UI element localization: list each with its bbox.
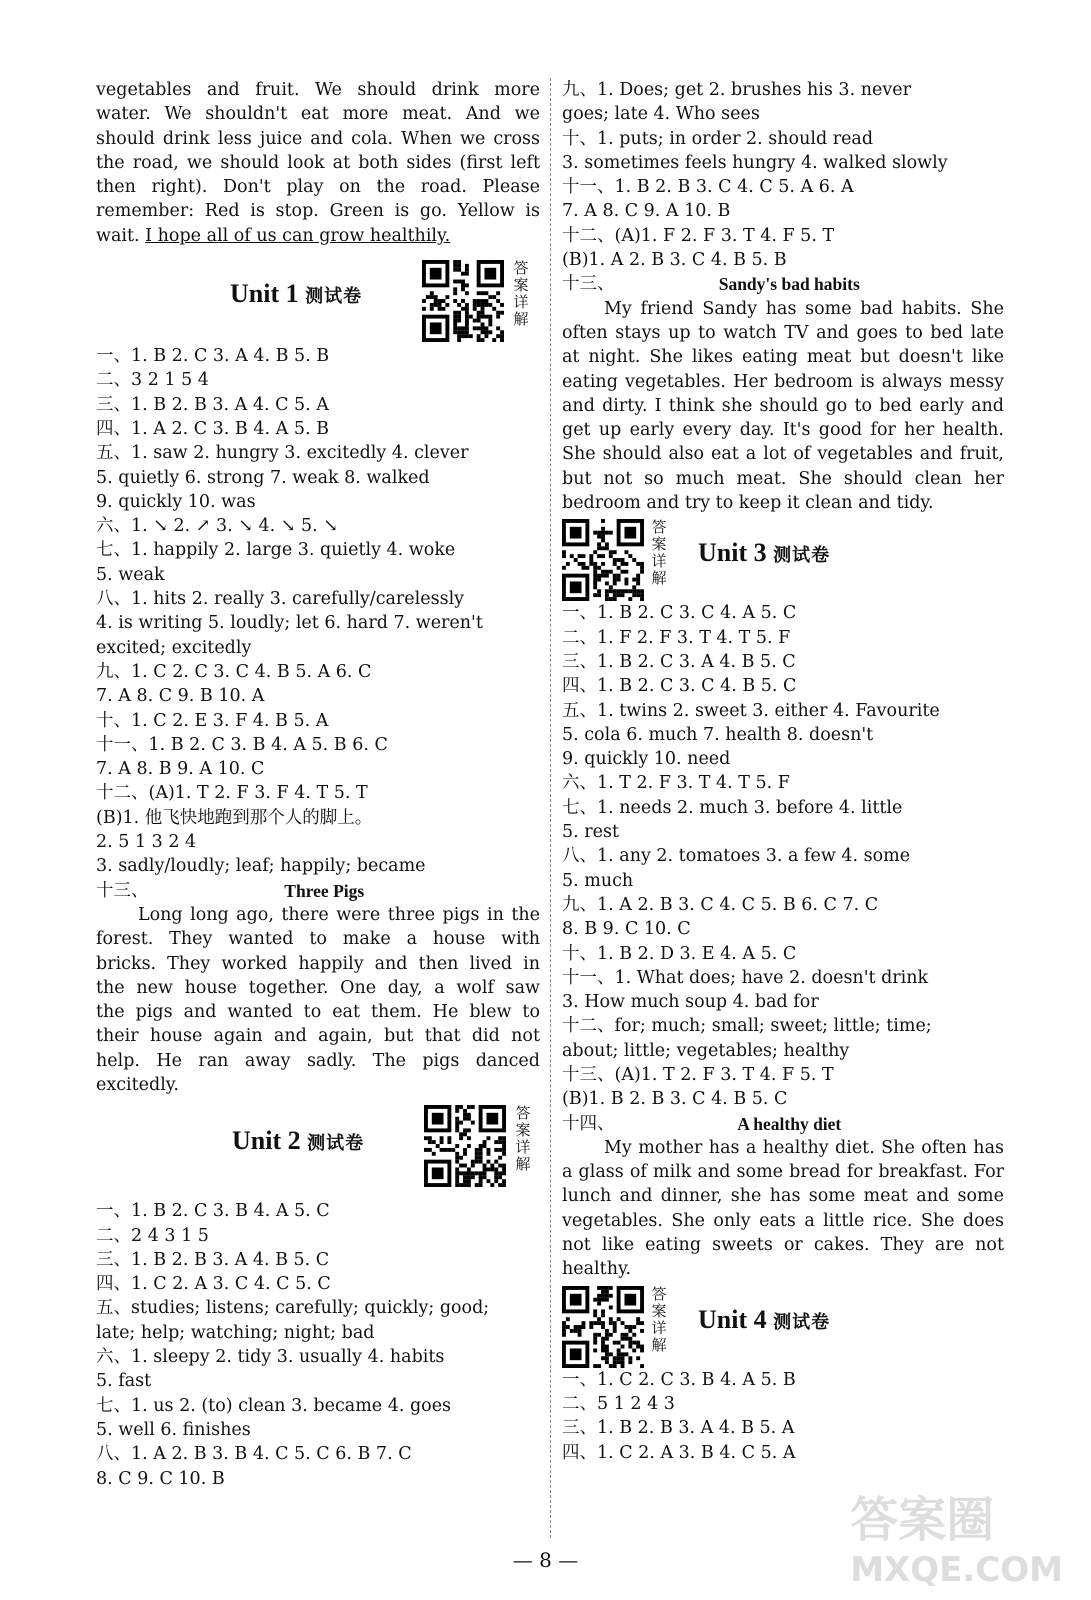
essay-line: a glass of milk and some bread for breakfast. For: [562, 1162, 1004, 1183]
answer-line: 三、1. B 2. B 3. A 4. C 5. A: [96, 394, 329, 415]
unit1-qr-label: [512, 260, 530, 328]
essay-line: but not so much meat. She should clean her: [562, 468, 1004, 489]
qr-label-char: 解: [513, 310, 529, 329]
unit2-subtitle: 测试卷: [307, 1133, 365, 1155]
intro-paragraph: [96, 78, 540, 224]
essay-line: help. He ran away sadly. The pigs danced: [96, 1050, 540, 1071]
answer-line: 7. A 8. B 9. A 10. C: [96, 759, 265, 780]
answer-line: 5. cola 6. much 7. health 8. doesn't: [562, 724, 874, 745]
unit3-qr-label: [650, 519, 668, 587]
unit4-subtitle: 测试卷: [773, 1311, 831, 1333]
answer-line: late; help; watching; night; bad: [96, 1322, 375, 1343]
intro-underlined-sentence: I hope all of us can grow healthily.: [145, 225, 451, 246]
answer-line: 8. B 9. C 10. C: [562, 919, 691, 940]
answer-line: 三、1. B 2. B 3. A 4. B 5. A: [562, 1418, 795, 1439]
intro-line: then right). Don't play on the road. Please: [96, 177, 540, 198]
essay-line: bricks. They worked happily and then lived in: [96, 953, 540, 974]
essay-line: the new house together. One day, a wolf saw: [96, 977, 540, 998]
unit2-qr-code[interactable]: [424, 1105, 506, 1187]
answer-line: 3. sadly/loudly; leaf; happily; became: [96, 856, 426, 877]
answer-line: 六、1. T 2. F 3. T 4. T 5. F: [562, 773, 790, 794]
answer-line: 三、1. B 2. B 3. A 4. B 5. C: [96, 1249, 330, 1270]
unit3-answers: [562, 601, 1004, 1111]
answer-line: (B)1. A 2. B 3. C 4. B 5. B: [562, 250, 787, 271]
answer-line: 十二、for; much; small; sweet; little; time;: [562, 1016, 932, 1037]
diet-essay-heading: [562, 1112, 1004, 1136]
essay-line: Long long ago, there were three pigs in the: [138, 904, 540, 925]
answer-line: 二、1. F 2. F 3. T 4. T 5. F: [562, 627, 791, 648]
answer-line: (B)1. 他飞快地跑到那个人的脚上。: [96, 807, 373, 828]
answer-line: 一、1. C 2. C 3. B 4. A 5. B: [562, 1369, 796, 1390]
unit4-title-text: Unit 4: [698, 1304, 767, 1334]
essay-line: their house again and again, but that did not: [96, 1026, 540, 1047]
unit3-subtitle: 测试卷: [773, 545, 831, 567]
qr-label-char: 解: [651, 1335, 667, 1354]
answer-line: 一、1. B 2. C 3. A 4. B 5. B: [96, 346, 330, 367]
intro-line: the road, we should look at both sides (first left: [96, 152, 540, 173]
answer-line: 五、1. twins 2. sweet 3. either 4. Favourite: [562, 700, 940, 721]
unit1-header: [96, 248, 540, 344]
answer-line: 5. well 6. finishes: [96, 1419, 251, 1440]
answer-line: 2. 5 1 3 2 4: [96, 832, 197, 853]
essay-line: and dirty. I think she should go to bed early and: [562, 395, 1004, 416]
answer-line: 9. quickly 10. was: [96, 491, 256, 512]
intro-line: water. We shouldn't eat more meat. And we: [96, 104, 540, 125]
answer-line: 7. A 8. C 9. B 10. A: [96, 686, 265, 707]
answer-line: 二、2 4 3 1 5: [96, 1225, 209, 1246]
intro-line: should drink less juice and cola. When we cross: [96, 128, 540, 149]
intro-line: vegetables and fruit. We should drink more: [96, 80, 540, 100]
answer-line: 二、5 1 2 4 3: [562, 1393, 675, 1414]
answer-line: 九、1. A 2. B 3. C 4. C 5. B 6. C 7. C: [562, 894, 879, 915]
unit1-title: [230, 279, 363, 309]
qr-label-char: 答: [513, 259, 529, 278]
unit1-essay-last-line: excitedly.: [96, 1074, 179, 1095]
diet-essay-label: 十四、: [562, 1113, 615, 1134]
qr-label-char: 详: [513, 293, 529, 312]
unit1-answers: [96, 344, 540, 879]
unit1-essay-label: 十三、: [96, 880, 149, 901]
unit4-header: [562, 1282, 1004, 1368]
essay-line: My mother has a healthy diet. She often has: [604, 1137, 1004, 1158]
answer-line: 五、studies; listens; carefully; quickly; good;: [96, 1298, 490, 1319]
answer-line: 五、1. saw 2. hungry 3. excitedly 4. clever: [96, 443, 469, 464]
unit2-answers: [96, 1199, 540, 1491]
answer-line: 三、1. B 2. C 3. A 4. B 5. C: [562, 651, 796, 672]
unit4-qr-label: [650, 1286, 668, 1354]
answer-line: 5. quietly 6. strong 7. weak 8. walked: [96, 467, 430, 488]
answer-line: 5. much: [562, 870, 634, 891]
answer-line: 四、1. C 2. A 3. C 4. C 5. C: [96, 1274, 331, 1295]
unit3-qr-code[interactable]: [562, 519, 644, 601]
qr-label-char: 案: [513, 276, 529, 295]
answer-line: 3. sometimes feels hungry 4. walked slowly: [562, 152, 948, 173]
answer-line: 十二、(A)1. F 2. F 3. T 4. F 5. T: [562, 225, 835, 246]
answer-line: 十一、1. B 2. B 3. C 4. C 5. A 6. A: [562, 177, 854, 198]
essay-line: She should also eat a lot of vegetables and fruit,: [562, 444, 1004, 465]
answer-line: 5. weak: [96, 564, 165, 585]
answer-line: 十一、1. What does; have 2. doesn't drink: [562, 967, 929, 988]
diet-essay: [562, 1136, 1004, 1257]
answer-line: 八、1. any 2. tomatoes 3. a few 4. some: [562, 846, 911, 867]
answer-line: 六、1. sleepy 2. tidy 3. usually 4. habits: [96, 1347, 445, 1368]
answer-line: 十、1. puts; in order 2. should read: [562, 128, 874, 149]
sandy-essay-label: 十三、: [562, 274, 615, 295]
sandy-essay-title: Sandy's bad habits: [718, 274, 860, 295]
essay-line: vegetables. She only eats a little rice. She does: [562, 1210, 1004, 1231]
unit1-qr-code[interactable]: [422, 260, 504, 342]
qr-label-char: 答: [651, 1284, 667, 1303]
watermark-logo-text: 答案圈: [850, 1492, 995, 1548]
essay-line: My friend Sandy has some bad habits. She: [604, 298, 1004, 319]
unit2-header: [96, 1097, 540, 1199]
essay-line: the pigs and wanted to eat them. He blew to: [96, 1002, 540, 1023]
watermark: [850, 1481, 1063, 1590]
answer-line: 8. C 9. C 10. B: [96, 1468, 225, 1489]
unit3-title: [698, 538, 831, 568]
qr-label-char: 案: [651, 535, 667, 554]
qr-label-char: 详: [651, 552, 667, 571]
essay-line: get up early every day. It's good for her health.: [562, 420, 1004, 441]
qr-label-char: 解: [515, 1155, 531, 1174]
unit2-title: [232, 1126, 365, 1156]
answer-line: 7. A 8. C 9. A 10. B: [562, 201, 731, 222]
right-column: [562, 78, 1004, 1465]
answer-line: 5. rest: [562, 822, 619, 843]
qr-label-char: 案: [651, 1301, 667, 1320]
left-column: [96, 78, 540, 1491]
unit1-essay: [96, 903, 540, 1073]
answer-line: 十三、(A)1. T 2. F 3. T 4. F 5. T: [562, 1064, 834, 1085]
answer-line: about; little; vegetables; healthy: [562, 1040, 850, 1061]
unit1-subtitle: 测试卷: [305, 286, 363, 308]
unit3-header: [562, 515, 1004, 601]
unit2-qr-label: [514, 1105, 532, 1173]
unit1-essay-heading: [96, 879, 540, 903]
unit3-title-text: Unit 3: [698, 538, 767, 568]
answer-line: 二、3 2 1 5 4: [96, 370, 209, 391]
unit2-answers-continued: [562, 78, 1004, 272]
unit4-answers: [562, 1368, 1004, 1465]
answer-line: 八、1. hits 2. really 3. carefully/carelessly: [96, 589, 465, 610]
essay-line: forest. They wanted to make a house with: [96, 929, 540, 950]
unit4-qr-code[interactable]: [562, 1286, 644, 1368]
answer-line: 9. quickly 10. need: [562, 749, 731, 770]
intro-line: remember: Red is stop. Green is go. Yellow is: [96, 201, 540, 222]
sandy-essay-heading: [562, 272, 1004, 296]
diet-essay-title: A healthy diet: [737, 1113, 842, 1134]
answer-line: 3. How much soup 4. bad for: [562, 992, 819, 1013]
page-number: — 8 —: [512, 1548, 579, 1572]
essay-line: eating vegetables. Her bedroom is always messy: [562, 371, 1004, 392]
qr-label-char: 答: [651, 518, 667, 537]
answer-line: 十一、1. B 2. C 3. B 4. A 5. B 6. C: [96, 734, 388, 755]
answer-line: 四、1. A 2. C 3. B 4. A 5. B: [96, 418, 329, 439]
answer-line: 八、1. A 2. B 3. B 4. C 5. C 6. B 7. C: [96, 1444, 412, 1465]
unit1-title-text: Unit 1: [230, 279, 299, 309]
unit4-title: [698, 1304, 831, 1335]
answer-line: (B)1. B 2. B 3. C 4. B 5. C: [562, 1089, 788, 1110]
answer-line: 十、1. B 2. D 3. E 4. A 5. C: [562, 943, 797, 964]
answer-line: 一、1. B 2. C 3. B 4. A 5. C: [96, 1201, 330, 1222]
answer-line: 十、1. C 2. E 3. F 4. B 5. A: [96, 710, 329, 731]
sandy-essay-last-line: bedroom and try to keep it clean and tidy.: [562, 493, 934, 514]
answer-line: 十二、(A)1. T 2. F 3. F 4. T 5. T: [96, 783, 368, 804]
answer-line: 七、1. us 2. (to) clean 3. became 4. goes: [96, 1395, 452, 1416]
intro-last-line: [96, 224, 540, 248]
answer-line: 4. is writing 5. loudly; let 6. hard 7. weren't: [96, 613, 483, 634]
answer-line: 5. fast: [96, 1371, 152, 1392]
answer-line: 四、1. C 2. A 3. B 4. C 5. A: [562, 1442, 796, 1463]
qr-label-char: 答: [515, 1104, 531, 1123]
answer-line: 七、1. needs 2. much 3. before 4. little: [562, 797, 903, 818]
essay-line: lunch and dinner, she has some meat and some: [562, 1186, 1004, 1207]
unit1-essay-title: Three Pigs: [284, 880, 365, 901]
answer-line: excited; excitedly: [96, 637, 252, 658]
intro-last-text: wait.: [96, 225, 146, 246]
answer-line: 七、1. happily 2. large 3. quietly 4. woke: [96, 540, 456, 561]
qr-label-char: 解: [651, 569, 667, 588]
qr-label-char: 详: [651, 1318, 667, 1337]
essay-line: not like eating sweets or cakes. They are not: [562, 1235, 1004, 1256]
sandy-essay: [562, 297, 1004, 491]
answer-line: 四、1. B 2. C 3. C 4. B 5. C: [562, 676, 797, 697]
answer-line: 六、1. ↘ 2. ↗ 3. ↘ 4. ↘ 5. ↘: [96, 516, 338, 537]
watermark-url: MXQE.COM: [850, 1550, 1063, 1590]
qr-label-char: 案: [515, 1121, 531, 1140]
unit2-title-text: Unit 2: [232, 1126, 301, 1156]
column-divider: [550, 78, 551, 1538]
answer-line: goes; late 4. Who sees: [562, 104, 760, 125]
essay-line: at night. She likes eating meat but doesn't like: [562, 347, 1004, 368]
answer-line: 九、1. C 2. C 3. C 4. B 5. A 6. C: [96, 661, 372, 682]
essay-line: often stays up to watch TV and goes to bed late: [562, 322, 1004, 343]
diet-essay-last-line: healthy.: [562, 1259, 632, 1280]
qr-label-char: 详: [515, 1138, 531, 1157]
answer-line: 九、1. Does; get 2. brushes his 3. never: [562, 80, 911, 100]
answer-line: 一、1. B 2. C 3. C 4. A 5. C: [562, 603, 797, 624]
